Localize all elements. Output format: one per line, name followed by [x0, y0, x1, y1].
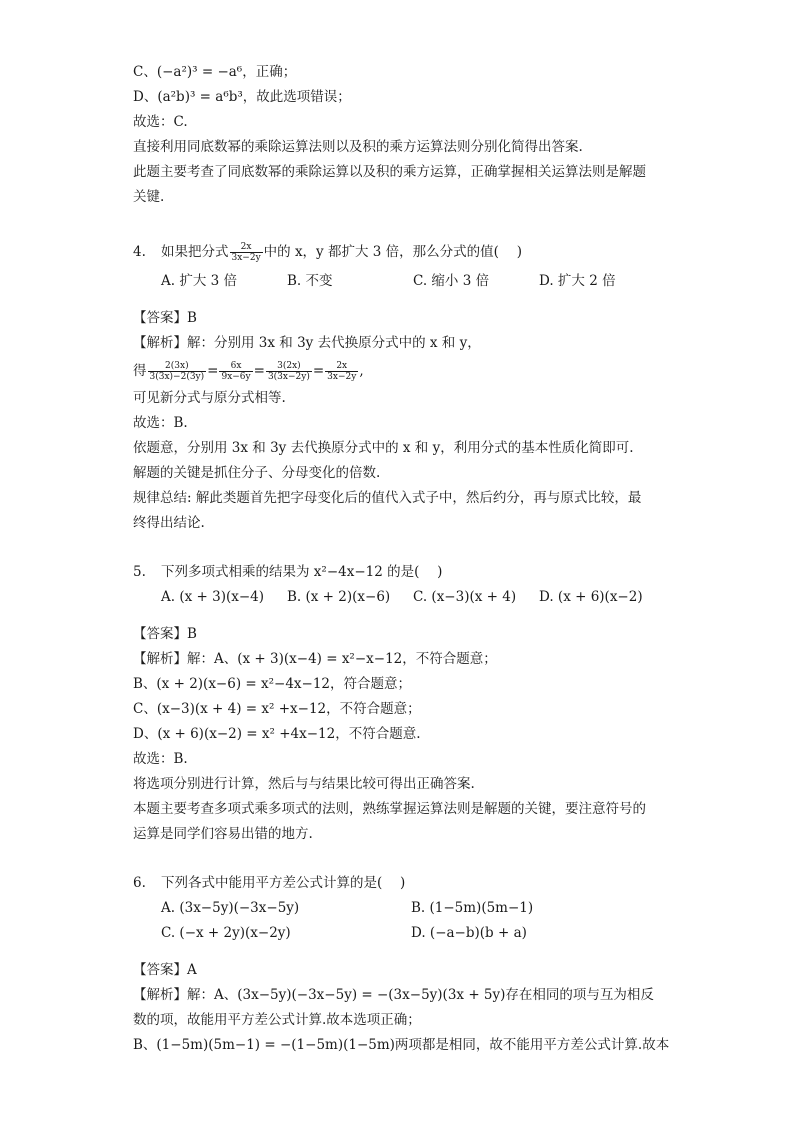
question-text: 下列多项式相乘的结果为 x²−4x−12 的是( ) — [161, 564, 443, 580]
fraction — [230, 242, 263, 263]
question-text: 下列各式中能用平方差公式计算的是( ) — [161, 875, 406, 891]
text-line: 故选：C. — [133, 114, 188, 130]
option-c: C. (−x + 2y)(x−2y) — [161, 925, 291, 941]
question-5 — [133, 560, 663, 847]
document-page — [133, 60, 670, 1058]
fraction-denominator: 9x−6y — [221, 372, 251, 382]
text-line: 故选：B. — [133, 751, 188, 767]
fraction — [266, 361, 312, 382]
options-row — [133, 896, 663, 921]
text-line: 数的项，故能用平方差公式计算.故本选项正确； — [133, 1012, 421, 1028]
text-line: 终得出结论. — [133, 515, 205, 531]
analysis-line: 【解析】解：A、(3x−5y)(−3x−5y) = −(3x−5y)(3x + 5y)存在相同的项与互为相反 — [133, 987, 654, 1003]
answer-line: 【答案】B — [133, 626, 197, 642]
question-number: 5. — [133, 564, 146, 580]
text-line: 此题主要考查了同底数幂的乘除运算以及积的乘方运算，正确掌握相关运算法则是解题 — [133, 164, 646, 180]
equals-sign: = — [207, 363, 219, 379]
fraction — [325, 361, 358, 382]
text-line: C、(−a²)³ = −a⁶，正确； — [133, 64, 297, 80]
text-line: 将选项分别进行计算，然后与与结果比较可得出正确答案. — [133, 776, 475, 792]
previous-question-tail — [133, 60, 663, 210]
text-line: 可见新分式与原分式相等. — [133, 390, 286, 406]
question-text: 中的 x，y 都扩大 3 倍，那么分式的值( ) — [263, 244, 522, 260]
text-line: D、(x + 6)(x−2) = x² +4x−12，不符合题意. — [133, 726, 421, 742]
option-b: B. 不变 — [287, 273, 333, 289]
text-line: 运算是同学们容易出错的地方. — [133, 826, 313, 842]
option-c: C. (x−3)(x + 4) — [413, 589, 517, 605]
option-d: D. (−a−b)(b + a) — [411, 925, 527, 941]
question-number: 6. — [133, 875, 146, 891]
fraction-numerator: 2x — [325, 361, 358, 372]
text-line: 依题意，分别用 3x 和 3y 去代换原分式中的 x 和 y，利用分式的基本性质化简即可. — [133, 440, 634, 456]
fraction-numerator: 3(2x) — [266, 361, 312, 372]
fraction-denominator: 3(3x)−2(3y) — [149, 372, 205, 382]
question-text: 如果把分式 — [161, 244, 229, 260]
analysis-line: 【解析】解：A、(x + 3)(x−4) = x²−x−12，不符合题意； — [133, 651, 497, 667]
equals-sign: = — [312, 363, 325, 379]
option-a: A. (x + 3)(x−4) — [161, 589, 265, 605]
text-line: C、(x−3)(x + 4) = x² +x−12，不符合题意； — [133, 701, 421, 717]
fraction-denominator: 3x−2y — [327, 372, 357, 382]
options-row — [133, 269, 663, 294]
text-line: 直接利用同底数幂的乘除运算法则以及积的乘方运算法则分别化简得出答案. — [133, 139, 583, 155]
text-line: D、(a²b)³ = a⁶b³，故此选项错误； — [133, 89, 351, 105]
fraction — [219, 361, 252, 382]
question-4 — [133, 240, 663, 536]
fraction-numerator: 6x — [219, 361, 252, 372]
option-d: D. (x + 6)(x−2) — [539, 589, 643, 605]
text-line: 故选：B. — [133, 415, 188, 431]
options-row — [133, 921, 663, 946]
answer-line: 【答案】A — [133, 962, 197, 978]
fraction-denominator: 3x−2y — [231, 253, 261, 263]
question-title — [133, 240, 663, 265]
calculation-line — [133, 356, 663, 386]
question-6 — [133, 871, 670, 1058]
analysis-line: 【解析】解：分别用 3x 和 3y 去代换原分式中的 x 和 y， — [133, 335, 481, 351]
answer-line: 【答案】B — [133, 310, 197, 326]
text-line: B、(x + 2)(x−6) = x²−4x−12，符合题意； — [133, 676, 412, 692]
options-row — [133, 585, 663, 610]
option-a: A. 扩大 3 倍 — [161, 273, 238, 289]
question-number: 4. — [133, 244, 146, 260]
question-title — [133, 560, 663, 585]
text-line: 关键. — [133, 189, 165, 205]
option-d: D. 扩大 2 倍 — [539, 273, 616, 289]
question-title — [133, 871, 663, 896]
option-c: C. 缩小 3 倍 — [413, 273, 490, 289]
equals-sign: = — [253, 363, 265, 379]
calc-suffix: , — [359, 363, 364, 379]
fraction-numerator: 2x — [230, 242, 263, 253]
option-a: A. (3x−5y)(−3x−5y) — [161, 900, 300, 916]
text-line: 规律总结: 解此类题首先把字母变化后的值代入式子中，然后约分，再与原式比较，最 — [133, 490, 642, 506]
fraction-denominator: 3(3x−2y) — [267, 372, 310, 382]
fraction-numerator: 2(3x) — [148, 361, 207, 372]
calc-prefix: 得 — [133, 363, 147, 379]
text-line: B、(1−5m)(5m−1) = −(1−5m)(1−5m)两项都是相同，故不能用平方差公式计算.故本 — [133, 1037, 670, 1053]
option-b: B. (1−5m)(5m−1) — [411, 900, 534, 916]
text-line: 本题主要考查多项式乘多项式的法则，熟练掌握运算法则是解题的关键，要注意符号的 — [133, 801, 646, 817]
fraction — [148, 361, 207, 382]
text-line: 解题的关键是抓住分子、分母变化的倍数. — [133, 465, 381, 481]
option-b: B. (x + 2)(x−6) — [287, 589, 391, 605]
